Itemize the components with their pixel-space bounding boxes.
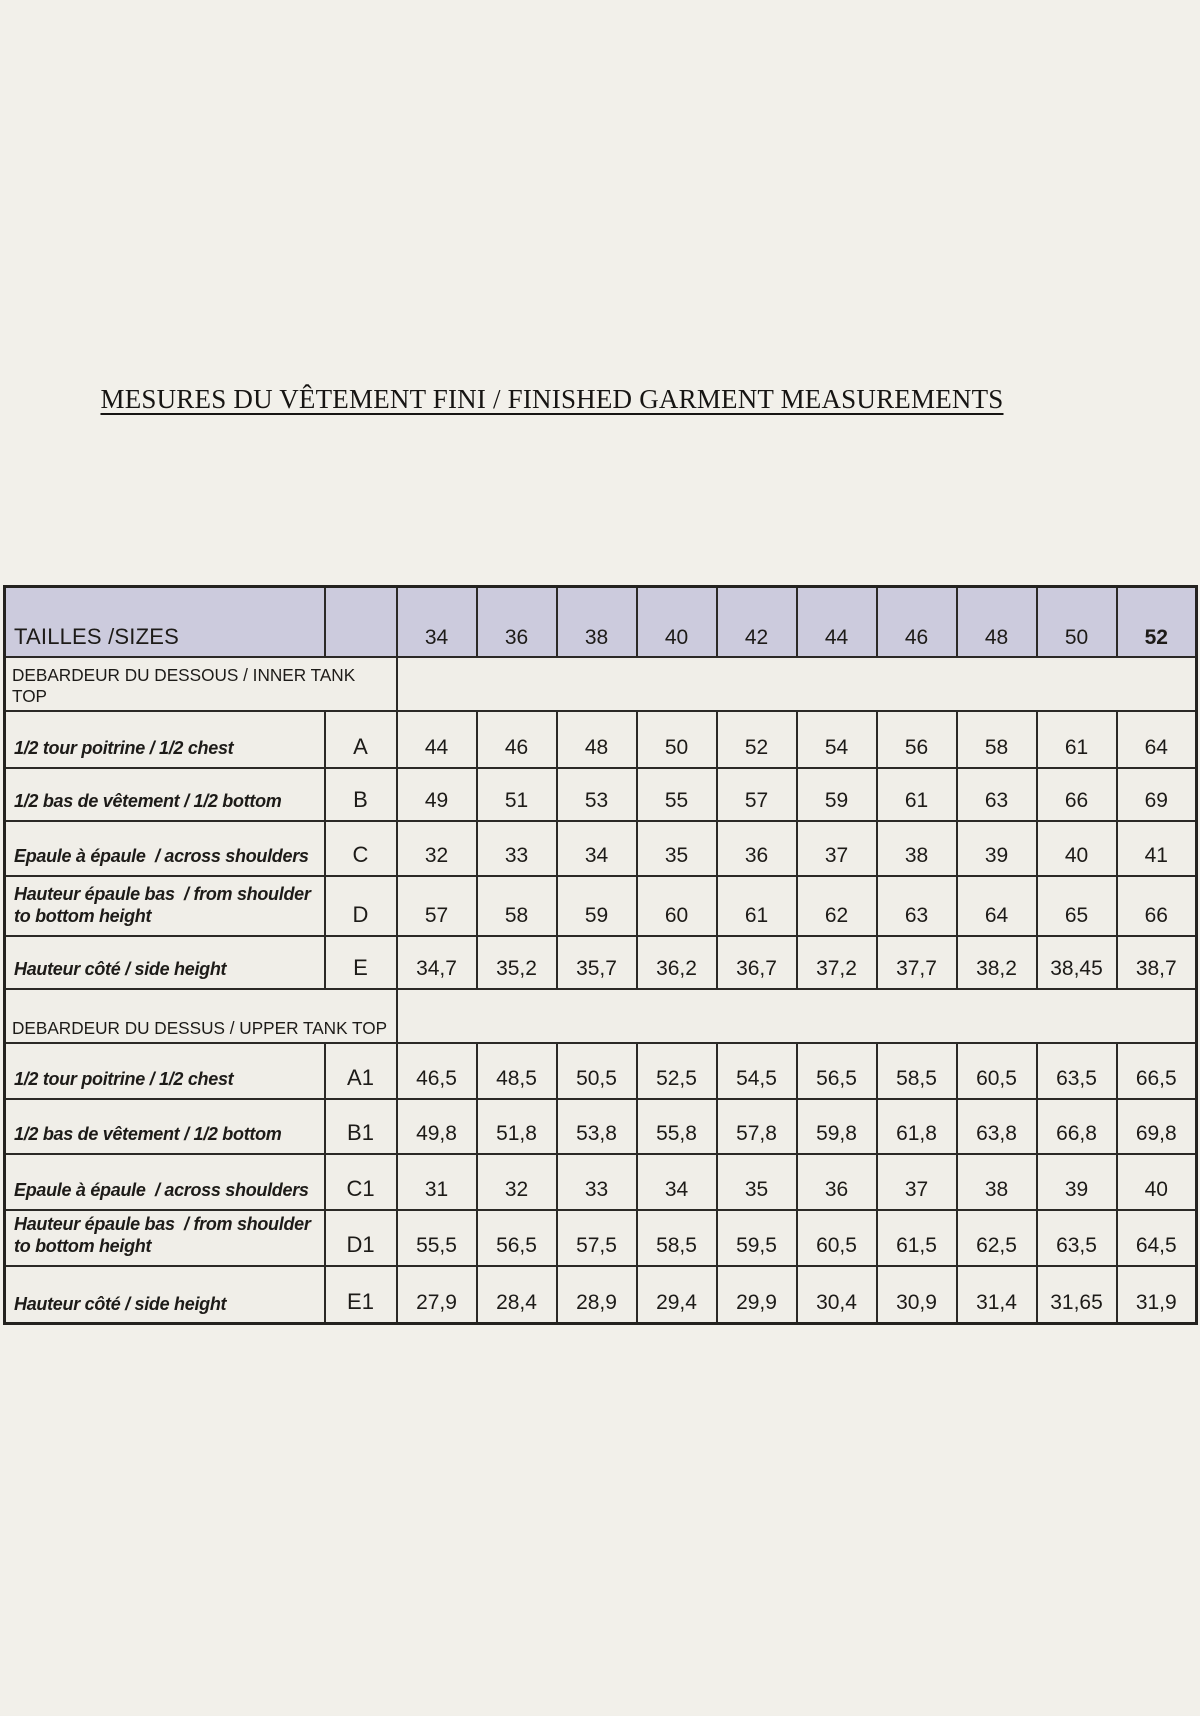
value-cell: 36,2 [637,936,717,989]
value-cell: 31 [397,1154,477,1210]
row-code-cell: E [325,936,397,989]
row-code-cell: D1 [325,1210,397,1266]
section-title: DEBARDEUR DU DESSOUS / INNER TANK TOP [5,657,397,711]
measurement-row-E1 [5,1266,1197,1324]
value-cell: 65 [1037,876,1117,936]
size-header-34: 34 [397,587,477,657]
table-body [5,587,1197,1324]
value-cell: 39 [957,821,1037,876]
section-header-row [5,657,1197,711]
value-cell: 35 [637,821,717,876]
value-cell: 29,4 [637,1266,717,1324]
value-cell: 32 [477,1154,557,1210]
value-cell: 38,7 [1117,936,1197,989]
value-cell: 48,5 [477,1043,557,1099]
value-cell: 34 [557,821,637,876]
value-cell: 36 [717,821,797,876]
row-label: Hauteur côté / side height [5,936,325,989]
value-cell: 40 [1037,821,1117,876]
value-cell: 57,8 [717,1099,797,1154]
row-code-cell: D [325,876,397,936]
value-cell: 62,5 [957,1210,1037,1266]
value-cell: 59,8 [797,1099,877,1154]
value-cell: 58,5 [637,1210,717,1266]
value-cell: 58 [477,876,557,936]
value-cell: 61,5 [877,1210,957,1266]
value-cell: 38,45 [1037,936,1117,989]
value-cell: 55,5 [397,1210,477,1266]
value-cell: 59 [797,768,877,821]
measurement-row-D [5,876,1197,936]
value-cell: 66,8 [1037,1099,1117,1154]
value-cell: 44 [397,711,477,768]
section-header-row [5,989,1197,1043]
value-cell: 46 [477,711,557,768]
value-cell: 53,8 [557,1099,637,1154]
row-code-cell: E1 [325,1266,397,1324]
value-cell: 50 [637,711,717,768]
value-cell: 53 [557,768,637,821]
value-cell: 37,2 [797,936,877,989]
value-cell: 36,7 [717,936,797,989]
value-cell: 66 [1117,876,1197,936]
measurement-row-B1 [5,1099,1197,1154]
value-cell: 31,65 [1037,1266,1117,1324]
value-cell: 31,4 [957,1266,1037,1324]
row-label: 1/2 bas de vêtement / 1/2 bottom [5,768,325,821]
value-cell: 50,5 [557,1043,637,1099]
value-cell: 31,9 [1117,1266,1197,1324]
value-cell: 56,5 [477,1210,557,1266]
value-cell: 61,8 [877,1099,957,1154]
value-cell: 48 [557,711,637,768]
value-cell: 54,5 [717,1043,797,1099]
value-cell: 37 [797,821,877,876]
value-cell: 35,2 [477,936,557,989]
value-cell: 63,5 [1037,1043,1117,1099]
measurement-row-C [5,821,1197,876]
section-empty-cell [397,989,1197,1043]
value-cell: 30,9 [877,1266,957,1324]
value-cell: 61 [877,768,957,821]
row-label: Hauteur épaule bas / from shoulder to bottom height [5,1210,325,1266]
value-cell: 62 [797,876,877,936]
row-label: Epaule à épaule / across shoulders [5,1154,325,1210]
value-cell: 61 [1037,711,1117,768]
value-cell: 55,8 [637,1099,717,1154]
value-cell: 36 [797,1154,877,1210]
value-cell: 41 [1117,821,1197,876]
header-code-cell [325,587,397,657]
size-header-52: 52 [1117,587,1197,657]
value-cell: 51 [477,768,557,821]
value-cell: 28,4 [477,1266,557,1324]
value-cell: 35,7 [557,936,637,989]
value-cell: 34,7 [397,936,477,989]
value-cell: 38 [957,1154,1037,1210]
value-cell: 63,5 [1037,1210,1117,1266]
value-cell: 32 [397,821,477,876]
row-label: Hauteur épaule bas / from shoulder to bottom height [5,876,325,936]
measurement-row-D1 [5,1210,1197,1266]
row-code-cell: C1 [325,1154,397,1210]
row-label: Hauteur côté / side height [5,1266,325,1324]
value-cell: 33 [477,821,557,876]
page-title: MESURES DU VÊTEMENT FINI / FINISHED GARMENT MEASUREMENTS [100,384,1004,414]
value-cell: 40 [1117,1154,1197,1210]
section-title: DEBARDEUR DU DESSUS / UPPER TANK TOP [5,989,397,1043]
size-header-46: 46 [877,587,957,657]
value-cell: 58 [957,711,1037,768]
value-cell: 51,8 [477,1099,557,1154]
value-cell: 46,5 [397,1043,477,1099]
value-cell: 61 [717,876,797,936]
row-label: 1/2 bas de vêtement / 1/2 bottom [5,1099,325,1154]
value-cell: 27,9 [397,1266,477,1324]
value-cell: 66 [1037,768,1117,821]
value-cell: 64,5 [1117,1210,1197,1266]
measurement-row-B [5,768,1197,821]
row-label: Epaule à épaule / across shoulders [5,821,325,876]
value-cell: 38,2 [957,936,1037,989]
value-cell: 38 [877,821,957,876]
value-cell: 52 [717,711,797,768]
measurements-table [3,585,1198,1325]
size-header-38: 38 [557,587,637,657]
value-cell: 55 [637,768,717,821]
row-code-cell: A1 [325,1043,397,1099]
value-cell: 37,7 [877,936,957,989]
value-cell: 56,5 [797,1043,877,1099]
value-cell: 59 [557,876,637,936]
value-cell: 58,5 [877,1043,957,1099]
value-cell: 30,4 [797,1266,877,1324]
value-cell: 56 [877,711,957,768]
section-empty-cell [397,657,1197,711]
value-cell: 54 [797,711,877,768]
value-cell: 69,8 [1117,1099,1197,1154]
size-header-36: 36 [477,587,557,657]
value-cell: 57 [397,876,477,936]
value-cell: 34 [637,1154,717,1210]
value-cell: 37 [877,1154,957,1210]
size-header-40: 40 [637,587,717,657]
measurement-row-A [5,711,1197,768]
value-cell: 35 [717,1154,797,1210]
value-cell: 69 [1117,768,1197,821]
value-cell: 28,9 [557,1266,637,1324]
value-cell: 60 [637,876,717,936]
row-label: 1/2 tour poitrine / 1/2 chest [5,1043,325,1099]
size-header-50: 50 [1037,587,1117,657]
value-cell: 64 [1117,711,1197,768]
row-code-cell: B [325,768,397,821]
value-cell: 63 [877,876,957,936]
value-cell: 57 [717,768,797,821]
value-cell: 60,5 [797,1210,877,1266]
sizes-header-row [5,587,1197,657]
measurement-row-C1 [5,1154,1197,1210]
value-cell: 63 [957,768,1037,821]
measurement-row-E [5,936,1197,989]
value-cell: 59,5 [717,1210,797,1266]
row-label: 1/2 tour poitrine / 1/2 chest [5,711,325,768]
value-cell: 63,8 [957,1099,1037,1154]
value-cell: 33 [557,1154,637,1210]
value-cell: 49 [397,768,477,821]
row-code-cell: B1 [325,1099,397,1154]
row-code-cell: C [325,821,397,876]
measurement-row-A1 [5,1043,1197,1099]
value-cell: 39 [1037,1154,1117,1210]
value-cell: 64 [957,876,1037,936]
size-header-42: 42 [717,587,797,657]
value-cell: 52,5 [637,1043,717,1099]
row-code-cell: A [325,711,397,768]
value-cell: 60,5 [957,1043,1037,1099]
sizes-header-label: TAILLES /SIZES [5,587,325,657]
value-cell: 49,8 [397,1099,477,1154]
value-cell: 57,5 [557,1210,637,1266]
value-cell: 29,9 [717,1266,797,1324]
value-cell: 66,5 [1117,1043,1197,1099]
size-header-44: 44 [797,587,877,657]
size-header-48: 48 [957,587,1037,657]
